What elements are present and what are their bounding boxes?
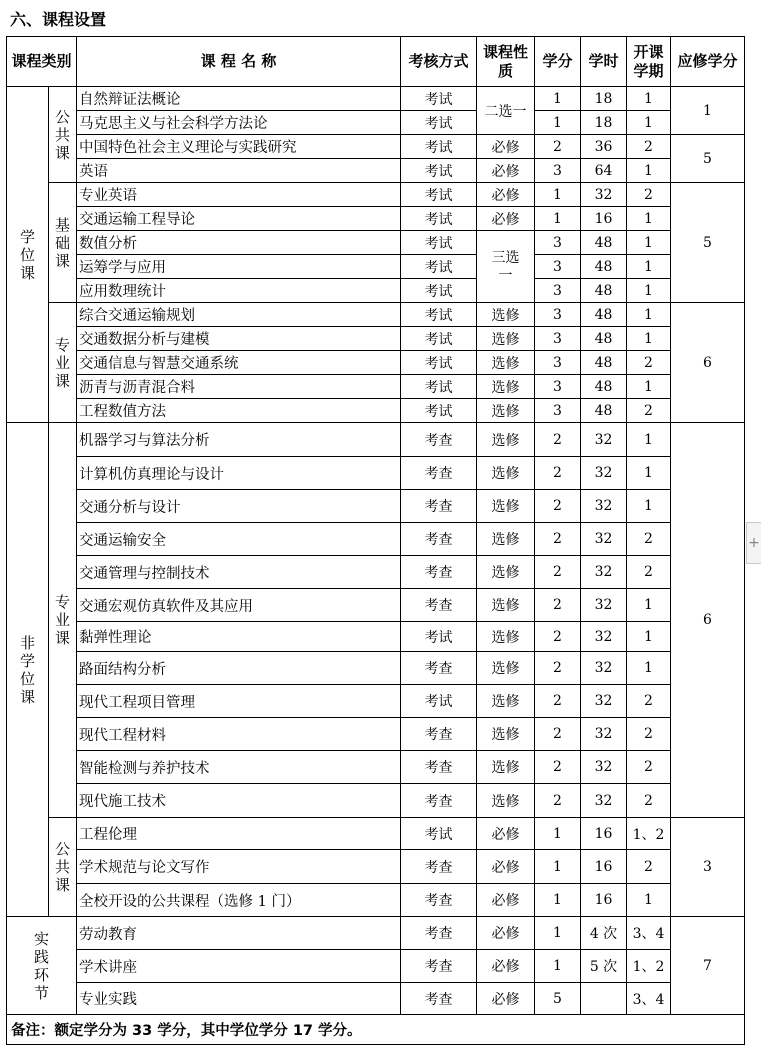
term: 2	[627, 523, 671, 556]
exam-method: 考试	[401, 183, 477, 207]
table-row	[7, 884, 745, 917]
term: 1、2	[627, 950, 671, 983]
term: 1	[627, 884, 671, 917]
course-name: 交通宏观仿真软件及其应用	[77, 589, 401, 622]
exam-method: 考试	[401, 87, 477, 111]
plus-icon: +	[748, 535, 760, 551]
course-type: 三选一	[477, 231, 535, 303]
course-name: 马克思主义与社会科学方法论	[77, 111, 401, 135]
course-type: 选修	[477, 784, 535, 818]
credit: 3	[535, 159, 581, 183]
exam-method: 考试	[401, 207, 477, 231]
course-type: 选修	[477, 523, 535, 556]
course-name: 运筹学与应用	[77, 255, 401, 279]
table-row	[7, 718, 745, 751]
exam-method: 考查	[401, 983, 477, 1015]
credit: 1	[535, 850, 581, 884]
credit: 2	[535, 652, 581, 685]
term: 1、2	[627, 818, 671, 850]
credit: 2	[535, 685, 581, 718]
table-row	[7, 983, 745, 1015]
hours: 48	[581, 303, 627, 327]
exam-method: 考查	[401, 784, 477, 818]
table-row	[7, 399, 745, 423]
course-type: 选修	[477, 423, 535, 457]
course-name: 交通数据分析与建模	[77, 327, 401, 351]
term: 2	[627, 399, 671, 423]
credit: 3	[535, 255, 581, 279]
term: 2	[627, 850, 671, 884]
course-name: 学术规范与论文写作	[77, 850, 401, 884]
table-row	[7, 351, 745, 375]
course-name: 智能检测与养护技术	[77, 751, 401, 784]
table-row	[7, 490, 745, 523]
course-name: 工程数值方法	[77, 399, 401, 423]
term: 2	[627, 351, 671, 375]
course-name: 中国特色社会主义理论与实践研究	[77, 135, 401, 159]
note-row	[7, 1015, 745, 1045]
course-type: 选修	[477, 399, 535, 423]
hours	[581, 983, 627, 1015]
course-table-container	[6, 36, 745, 1045]
header-credit: 学分	[535, 37, 581, 87]
header-exam-method: 考核方式	[401, 37, 477, 87]
credit: 2	[535, 589, 581, 622]
expand-handle[interactable]	[746, 522, 761, 564]
course-type: 选修	[477, 685, 535, 718]
course-type: 必修	[477, 159, 535, 183]
term: 2	[627, 784, 671, 818]
hours: 32	[581, 523, 627, 556]
course-name: 现代施工技术	[77, 784, 401, 818]
table-row	[7, 375, 745, 399]
required-credit: 5	[671, 135, 745, 183]
table-row	[7, 622, 745, 652]
exam-method: 考试	[401, 622, 477, 652]
header-course-type: 课程性质	[477, 37, 535, 87]
credit: 2	[535, 718, 581, 751]
hours: 32	[581, 183, 627, 207]
category-practice: 实践环节	[7, 917, 77, 1015]
table-row	[7, 327, 745, 351]
credit: 2	[535, 490, 581, 523]
hours: 48	[581, 231, 627, 255]
exam-method: 考试	[401, 685, 477, 718]
hours: 48	[581, 399, 627, 423]
exam-method: 考查	[401, 457, 477, 490]
table-row	[7, 135, 745, 159]
exam-method: 考试	[401, 375, 477, 399]
course-type: 必修	[477, 850, 535, 884]
header-course-name: 课 程 名 称	[77, 37, 401, 87]
exam-method: 考试	[401, 351, 477, 375]
course-name: 专业英语	[77, 183, 401, 207]
exam-method: 考试	[401, 231, 477, 255]
term: 2	[627, 751, 671, 784]
term: 1	[627, 87, 671, 111]
hours: 16	[581, 207, 627, 231]
credit: 2	[535, 457, 581, 490]
table-row	[7, 751, 745, 784]
course-type: 选修	[477, 351, 535, 375]
credit: 2	[535, 784, 581, 818]
hours: 32	[581, 718, 627, 751]
credit: 2	[535, 135, 581, 159]
table-row	[7, 159, 745, 183]
course-name: 应用数理统计	[77, 279, 401, 303]
credit: 3	[535, 303, 581, 327]
hours: 32	[581, 423, 627, 457]
course-table	[6, 36, 745, 1045]
exam-method: 考试	[401, 135, 477, 159]
course-name: 劳动教育	[77, 917, 401, 950]
hours: 48	[581, 279, 627, 303]
course-type: 选修	[477, 490, 535, 523]
credit: 3	[535, 231, 581, 255]
credit: 3	[535, 375, 581, 399]
hours: 32	[581, 490, 627, 523]
header-term: 开课学期	[627, 37, 671, 87]
credit: 1	[535, 87, 581, 111]
table-row	[7, 784, 745, 818]
course-name: 黏弹性理论	[77, 622, 401, 652]
credit: 2	[535, 751, 581, 784]
hours: 5 次	[581, 950, 627, 983]
term: 1	[627, 622, 671, 652]
term: 1	[627, 652, 671, 685]
credit: 3	[535, 327, 581, 351]
table-row	[7, 207, 745, 231]
course-type: 选修	[477, 751, 535, 784]
credit: 2	[535, 523, 581, 556]
credit: 5	[535, 983, 581, 1015]
note: 备注：额定学分为 33 学分，其中学位学分 17 学分。	[7, 1015, 745, 1045]
required-credit: 5	[671, 183, 745, 303]
credit: 1	[535, 183, 581, 207]
hours: 32	[581, 589, 627, 622]
course-name: 数值分析	[77, 231, 401, 255]
course-type: 二选一	[477, 87, 535, 135]
term: 2	[627, 718, 671, 751]
hours: 32	[581, 685, 627, 718]
hours: 48	[581, 351, 627, 375]
credit: 1	[535, 950, 581, 983]
course-name: 工程伦理	[77, 818, 401, 850]
table-row	[7, 111, 745, 135]
header-hours: 学时	[581, 37, 627, 87]
hours: 18	[581, 87, 627, 111]
term: 1	[627, 279, 671, 303]
course-name: 全校开设的公共课程（选修 1 门）	[77, 884, 401, 917]
exam-method: 考查	[401, 751, 477, 784]
hours: 32	[581, 556, 627, 589]
credit: 3	[535, 399, 581, 423]
course-type: 必修	[477, 135, 535, 159]
hours: 32	[581, 652, 627, 685]
course-name: 英语	[77, 159, 401, 183]
hours: 36	[581, 135, 627, 159]
table-row	[7, 652, 745, 685]
exam-method: 考试	[401, 327, 477, 351]
exam-method: 考试	[401, 303, 477, 327]
exam-method: 考试	[401, 255, 477, 279]
required-credit: 6	[671, 423, 745, 818]
credit: 1	[535, 884, 581, 917]
hours: 64	[581, 159, 627, 183]
credit: 1	[535, 111, 581, 135]
hours: 48	[581, 327, 627, 351]
course-type: 必修	[477, 818, 535, 850]
course-type: 必修	[477, 950, 535, 983]
course-name: 现代工程项目管理	[77, 685, 401, 718]
term: 1	[627, 490, 671, 523]
term: 3、4	[627, 983, 671, 1015]
exam-method: 考试	[401, 111, 477, 135]
exam-method: 考查	[401, 423, 477, 457]
course-name: 交通信息与智慧交通系统	[77, 351, 401, 375]
term: 1	[627, 457, 671, 490]
course-type: 选修	[477, 556, 535, 589]
exam-method: 考查	[401, 490, 477, 523]
course-type: 选修	[477, 652, 535, 685]
table-row	[7, 255, 745, 279]
required-credit: 6	[671, 303, 745, 423]
table-header-row	[7, 37, 745, 87]
term: 1	[627, 231, 671, 255]
table-row	[7, 556, 745, 589]
exam-method: 考查	[401, 652, 477, 685]
table-row	[7, 917, 745, 950]
term: 1	[627, 207, 671, 231]
exam-method: 考查	[401, 850, 477, 884]
term: 1	[627, 375, 671, 399]
hours: 48	[581, 255, 627, 279]
table-row	[7, 685, 745, 718]
exam-method: 考查	[401, 523, 477, 556]
page-heading: 六、课程设置	[10, 10, 107, 29]
course-type: 必修	[477, 917, 535, 950]
course-name: 交通运输安全	[77, 523, 401, 556]
course-name: 交通运输工程导论	[77, 207, 401, 231]
exam-method: 考查	[401, 589, 477, 622]
subcategory-basic: 基础课	[49, 183, 77, 303]
term: 1	[627, 589, 671, 622]
required-credit: 7	[671, 917, 745, 1015]
hours: 32	[581, 784, 627, 818]
hours: 32	[581, 457, 627, 490]
table-row	[7, 279, 745, 303]
table-row	[7, 231, 745, 255]
subcategory-nd-public: 公共课	[49, 818, 77, 917]
hours: 48	[581, 375, 627, 399]
hours: 4 次	[581, 917, 627, 950]
course-name: 交通分析与设计	[77, 490, 401, 523]
credit: 1	[535, 917, 581, 950]
credit: 3	[535, 279, 581, 303]
term: 1	[627, 423, 671, 457]
credit: 2	[535, 556, 581, 589]
exam-method: 考查	[401, 884, 477, 917]
subcategory-major: 专业课	[49, 303, 77, 423]
exam-method: 考试	[401, 818, 477, 850]
hours: 16	[581, 884, 627, 917]
course-name: 自然辩证法概论	[77, 87, 401, 111]
table-row	[7, 589, 745, 622]
term: 1	[627, 327, 671, 351]
exam-method: 考查	[401, 917, 477, 950]
course-name: 沥青与沥青混合料	[77, 375, 401, 399]
credit: 1	[535, 207, 581, 231]
table-row	[7, 303, 745, 327]
term: 1	[627, 255, 671, 279]
course-name: 专业实践	[77, 983, 401, 1015]
table-row	[7, 523, 745, 556]
required-credit: 1	[671, 87, 745, 135]
category-non-degree: 非学位课	[7, 423, 49, 917]
table-row	[7, 423, 745, 457]
table-row	[7, 87, 745, 111]
course-type: 选修	[477, 457, 535, 490]
exam-method: 考查	[401, 950, 477, 983]
term: 2	[627, 556, 671, 589]
course-type: 选修	[477, 718, 535, 751]
subcategory-public: 公共课	[49, 87, 77, 183]
term: 1	[627, 303, 671, 327]
exam-method: 考试	[401, 279, 477, 303]
course-name: 综合交通运输规划	[77, 303, 401, 327]
course-name: 学术讲座	[77, 950, 401, 983]
course-type: 选修	[477, 303, 535, 327]
table-row	[7, 457, 745, 490]
table-row	[7, 183, 745, 207]
exam-method: 考查	[401, 718, 477, 751]
credit: 2	[535, 622, 581, 652]
category-degree: 学位课	[7, 87, 49, 423]
header-required-credit: 应修学分	[671, 37, 745, 87]
credit: 3	[535, 351, 581, 375]
term: 3、4	[627, 917, 671, 950]
course-type: 必修	[477, 983, 535, 1015]
required-credit: 3	[671, 818, 745, 917]
term: 2	[627, 183, 671, 207]
exam-method: 考试	[401, 399, 477, 423]
table-row	[7, 850, 745, 884]
hours: 16	[581, 818, 627, 850]
table-row	[7, 818, 745, 850]
term: 2	[627, 135, 671, 159]
credit: 2	[535, 423, 581, 457]
course-name: 路面结构分析	[77, 652, 401, 685]
term: 1	[627, 111, 671, 135]
course-type: 选修	[477, 589, 535, 622]
course-type: 选修	[477, 622, 535, 652]
subcategory-nd-major: 专业课	[49, 423, 77, 818]
exam-method: 考查	[401, 556, 477, 589]
header-category: 课程类别	[7, 37, 77, 87]
term: 1	[627, 159, 671, 183]
hours: 32	[581, 622, 627, 652]
table-row	[7, 950, 745, 983]
hours: 16	[581, 850, 627, 884]
course-type: 必修	[477, 884, 535, 917]
course-type: 必修	[477, 183, 535, 207]
course-name: 机器学习与算法分析	[77, 423, 401, 457]
term: 2	[627, 685, 671, 718]
exam-method: 考试	[401, 159, 477, 183]
course-name: 交通管理与控制技术	[77, 556, 401, 589]
course-type: 选修	[477, 327, 535, 351]
credit: 1	[535, 818, 581, 850]
course-type: 必修	[477, 207, 535, 231]
hours: 32	[581, 751, 627, 784]
hours: 18	[581, 111, 627, 135]
course-name: 现代工程材料	[77, 718, 401, 751]
course-type: 选修	[477, 375, 535, 399]
course-name: 计算机仿真理论与设计	[77, 457, 401, 490]
